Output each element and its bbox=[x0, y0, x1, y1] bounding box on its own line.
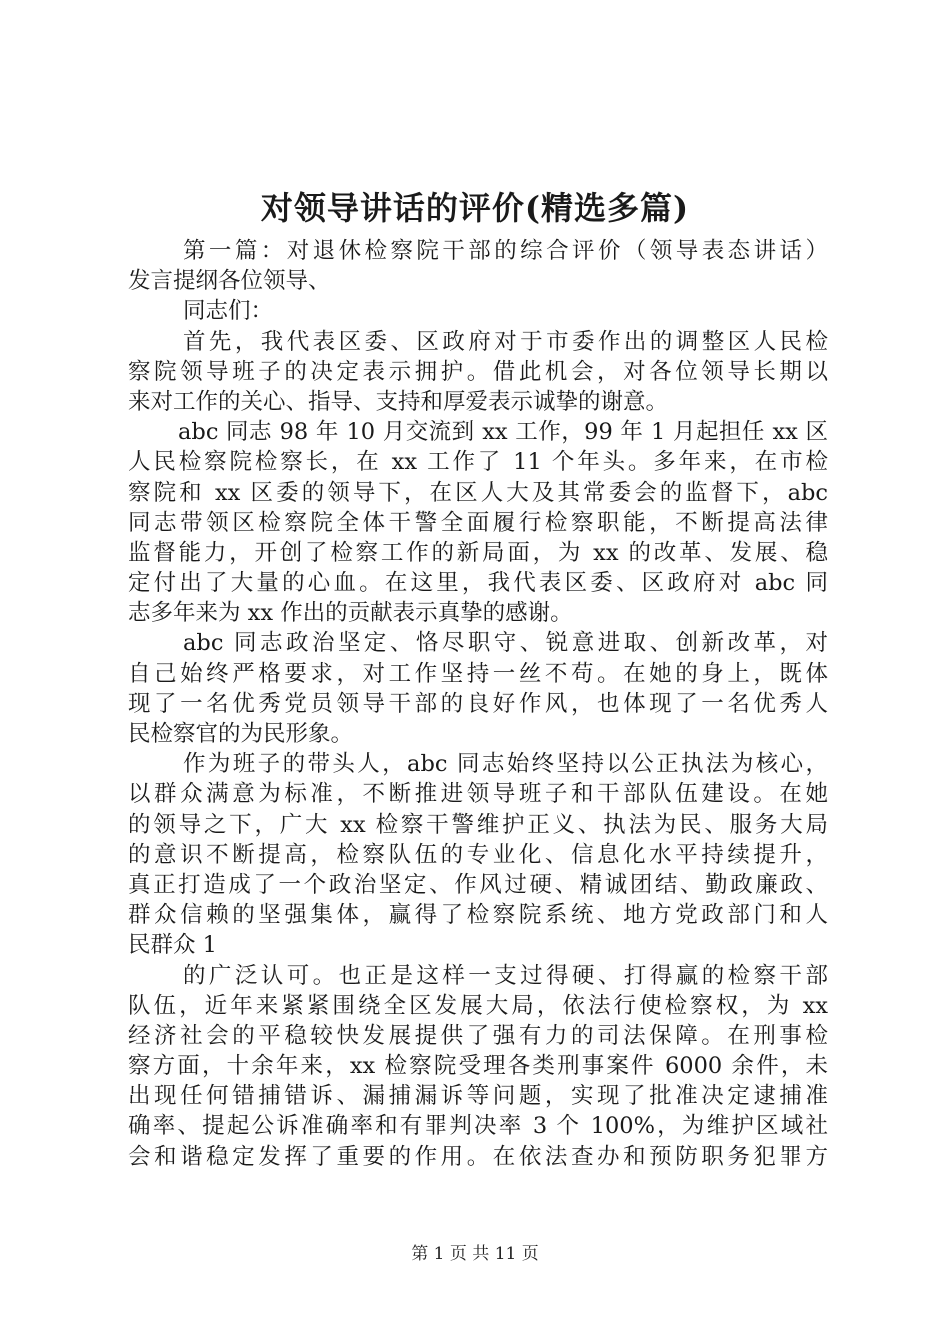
page-footer: 第 1 页 共 11 页 bbox=[411, 1244, 539, 1264]
text-line: 人民检察院检察长，在 xx 工作了 11 个年头。多年来，在市检 bbox=[128, 449, 828, 476]
text-line: 同志带领区检察院全体干警全面履行检察职能，不断提高法律 bbox=[128, 509, 828, 536]
text-line: 作为班子的带头人，abc 同志始终坚持以公正执法为核心， bbox=[183, 751, 828, 778]
text-line: 发言提纲各位领导、 bbox=[128, 268, 331, 295]
text-line: 现了一名优秀党员领导干部的良好作风，也体现了一名优秀人 bbox=[128, 690, 828, 717]
text-line: 确率、提起公诉准确率和有罪判决率 3 个 100%，为维护区域社 bbox=[128, 1113, 828, 1140]
document-title: 对领导讲话的评价(精选多篇) bbox=[260, 189, 690, 227]
text-line: 自己始终严格要求，对工作坚持一丝不苟。在她的身上，既体 bbox=[128, 660, 828, 687]
text-line: 察院领导班子的决定表示拥护。借此机会，对各位领导长期以 bbox=[128, 358, 828, 385]
text-line: 民检察官的为民形象。 bbox=[128, 721, 354, 747]
text-line: 出现任何错捕错诉、漏捕漏诉等问题，实现了批准决定逮捕准 bbox=[128, 1083, 828, 1110]
text-line: abc 同志 98 年 10 月交流到 xx 工作，99 年 1 月起担任 xx 区 bbox=[178, 419, 828, 446]
text-line: 队伍，近年来紧紧围绕全区发展大局，依法行使检察权，为 xx bbox=[128, 992, 828, 1019]
text-line: 志多年来为 xx 作出的贡献表示真挚的感谢。 bbox=[128, 600, 573, 627]
text-line: 首先，我代表区委、区政府对于市委作出的调整区人民检 bbox=[183, 328, 828, 355]
text-line: 以群众满意为标准，不断推进领导班子和干部队伍建设。在她 bbox=[128, 781, 828, 808]
text-line: 监督能力，开创了检察工作的新局面，为 xx 的改革、发展、稳 bbox=[128, 539, 828, 566]
text-line: 会和谐稳定发挥了重要的作用。在依法查办和预防职务犯罪方 bbox=[128, 1143, 828, 1170]
text-line: 同志们： bbox=[183, 298, 274, 325]
text-line: 察院和 xx 区委的领导下，在区人大及其常委会的监督下，abc bbox=[128, 479, 828, 506]
text-line: 定付出了大量的心血。在这里，我代表区委、区政府对 abc 同 bbox=[128, 570, 828, 597]
text-line: 经济社会的平稳较快发展提供了强有力的司法保障。在刑事检 bbox=[128, 1022, 828, 1049]
text-line: 群众信赖的坚强集体，赢得了检察院系统、地方党政部门和人 bbox=[128, 902, 828, 929]
text-line: 第一篇：对退休检察院干部的综合评价（领导表态讲话） bbox=[183, 238, 828, 264]
text-line: 的广泛认可。也正是这样一支过得硬、打得赢的检察干部 bbox=[183, 962, 828, 989]
text-line: 察方面，十余年来，xx 检察院受理各类刑事案件 6000 余件，未 bbox=[128, 1053, 828, 1080]
text-line: 真正打造成了一个政治坚定、作风过硬、精诚团结、勤政廉政、 bbox=[128, 871, 828, 898]
text-line: 的领导之下，广大 xx 检察干警维护正义、执法为民、服务大局 bbox=[128, 811, 828, 838]
document-body bbox=[128, 236, 828, 1172]
text-line: 来对工作的关心、指导、支持和厚爱表示诚挚的谢意。 bbox=[128, 388, 669, 415]
text-line: abc 同志政治坚定、恪尽职守、锐意进取、创新改革，对 bbox=[183, 630, 828, 657]
text-line: 民群众 1 bbox=[128, 932, 217, 959]
text-line: 的意识不断提高，检察队伍的专业化、信息化水平持续提升， bbox=[128, 841, 828, 868]
